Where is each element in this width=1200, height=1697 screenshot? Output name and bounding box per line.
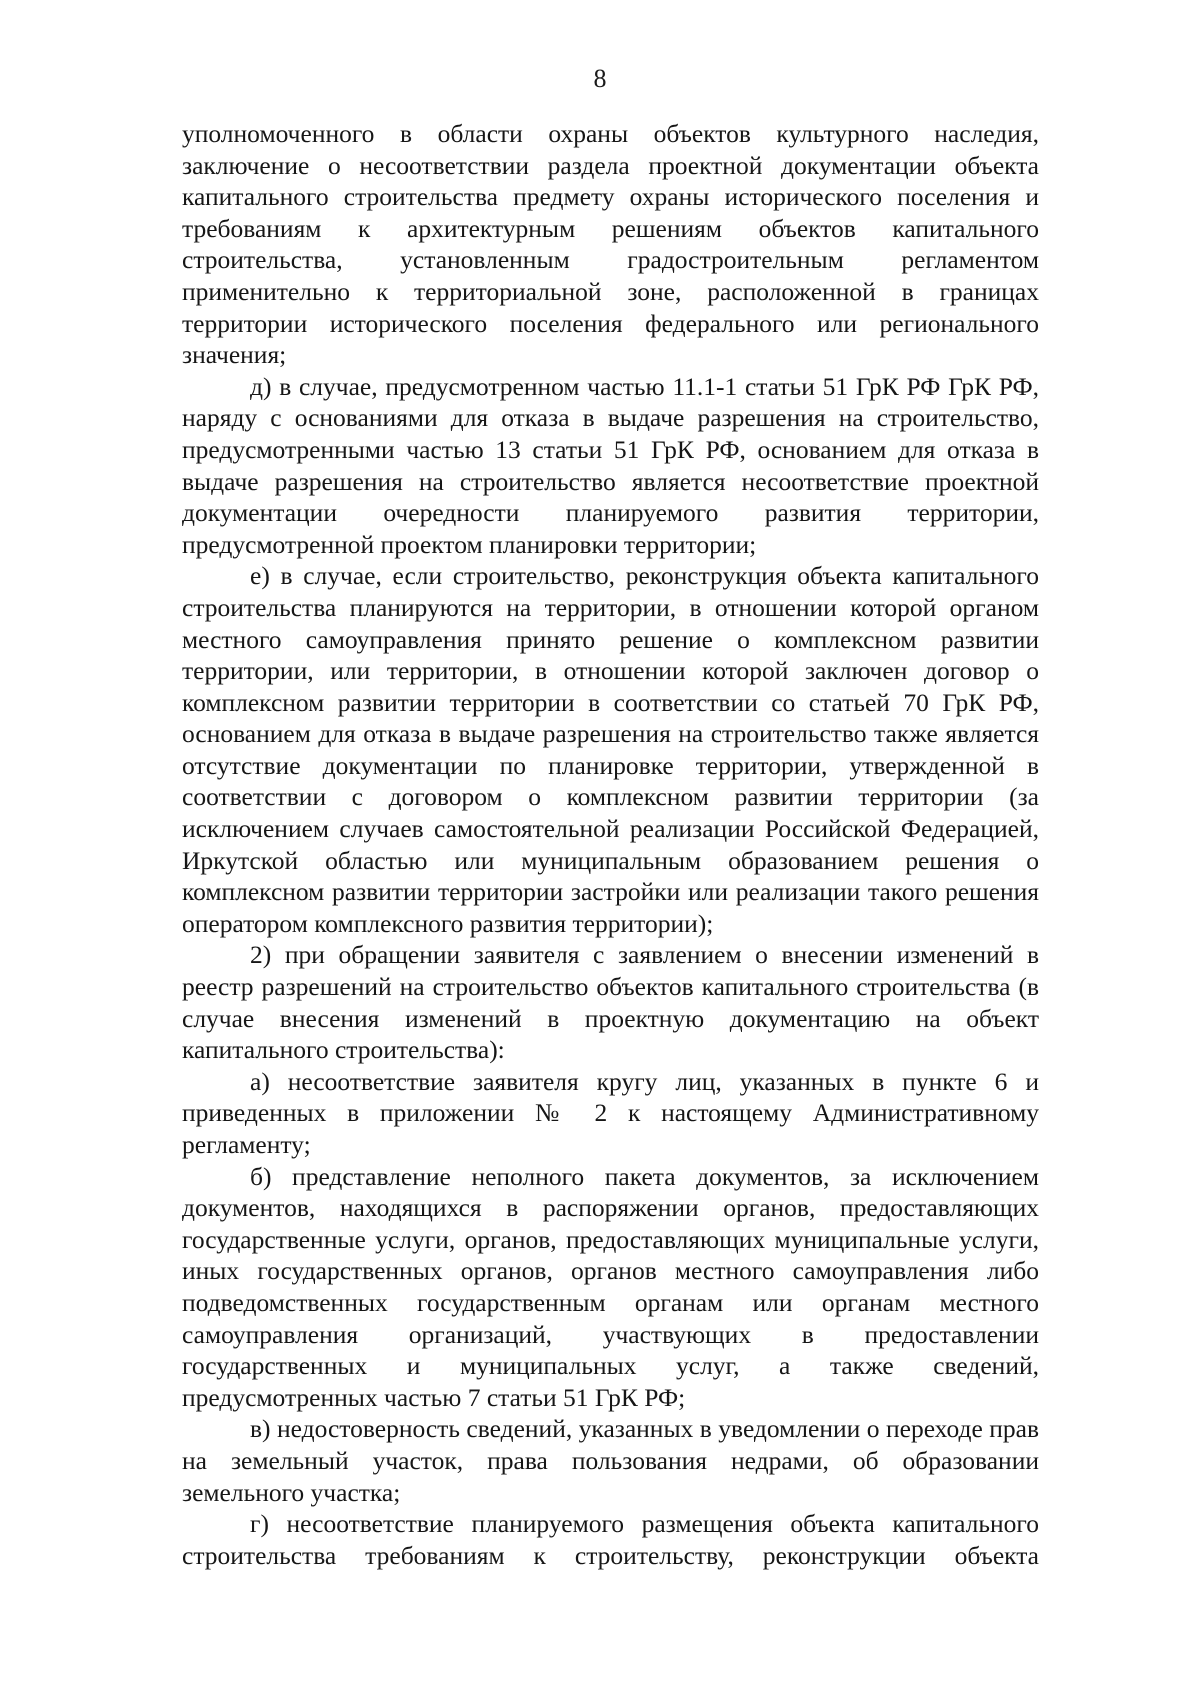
paragraph-item-b: б) представление неполного пакета документов, за исключением документов, находящихся в распоряжении органов, предоставляющих государственные услуги, органов, предоставляющих муниципальные услуги, иных государственных органов, органов местного самоуправления либо подведомственных государственным органам или органам местного самоуправления организаций, участвующих в предоставлении государственных и муниципальных услуг, а также сведений, предусмотренных частью 7 статьи 51 ГрК РФ; bbox=[182, 1161, 1039, 1412]
paragraph-item-g: г) несоответствие планируемого размещения объекта капитального строительства требованиям к строительству, реконструкции объекта bbox=[182, 1509, 1039, 1570]
paragraph-item-d: д) в случае, предусмотренном частью 11.1-1 статьи 51 ГрК РФ ГрК РФ, наряду с основаниями для отказа в выдаче разрешения на строительство, предусмотренными частью 13 статьи 51 ГрК РФ, основанием для отказа в выдаче разрешения на строительство является несоответствие проектной документации очередности планируемого развития территории, предусмотренной проектом планировки территории; bbox=[182, 371, 1039, 559]
paragraph-item-v: в) недостоверность сведений, указанных в уведомлении о переходе прав на земельный участок, права пользования недрами, об образовании земельного участка; bbox=[182, 1414, 1039, 1507]
paragraph-item-2: 2) при обращении заявителя с заявлением о внесении изменений в реестр разрешений на строительство объектов капитального строительства (в случае внесения изменений в проектную документацию на объект капитального строительства): bbox=[182, 940, 1039, 1065]
document-body bbox=[182, 118, 1039, 1571]
paragraph-heritage-conclusion: уполномоченного в области охраны объектов культурного наследия, заключение о несоответствии раздела проектной документации объекта капитального строительства предмету охраны исторического поселения и требованиям к архитектурным решениям объектов капитального строительства, установленным градостроительным регламентом применительно к территориальной зоне, расположенной в границах территории исторического поселения федерального или регионального значения; bbox=[182, 119, 1039, 370]
page-number: 8 bbox=[593, 64, 607, 93]
paragraph-item-e: е) в случае, если строительство, реконструкция объекта капитального строительства планируются на территории, в отношении которой органом местного самоуправления принято решение о комплексном развитии территории, или территории, в отношении которой заключен договор о комплексном развитии территории в соответствии со статьей 70 ГрК РФ, основанием для отказа в выдаче разрешения на строительство также является отсутствие документации по планировке территории, утвержденной в соответствии с договором о комплексном развитии территории (за исключением случаев самостоятельной реализации Российской Федерацией, Иркутской областью или муниципальным образованием решения о комплексном развитии территории застройки или реализации такого решения оператором комплексного развития территории); bbox=[182, 561, 1039, 938]
paragraph-item-a: а) несоответствие заявителя кругу лиц, указанных в пункте 6 и приведенных в приложении № 2 к настоящему Административному регламенту; bbox=[182, 1066, 1039, 1159]
